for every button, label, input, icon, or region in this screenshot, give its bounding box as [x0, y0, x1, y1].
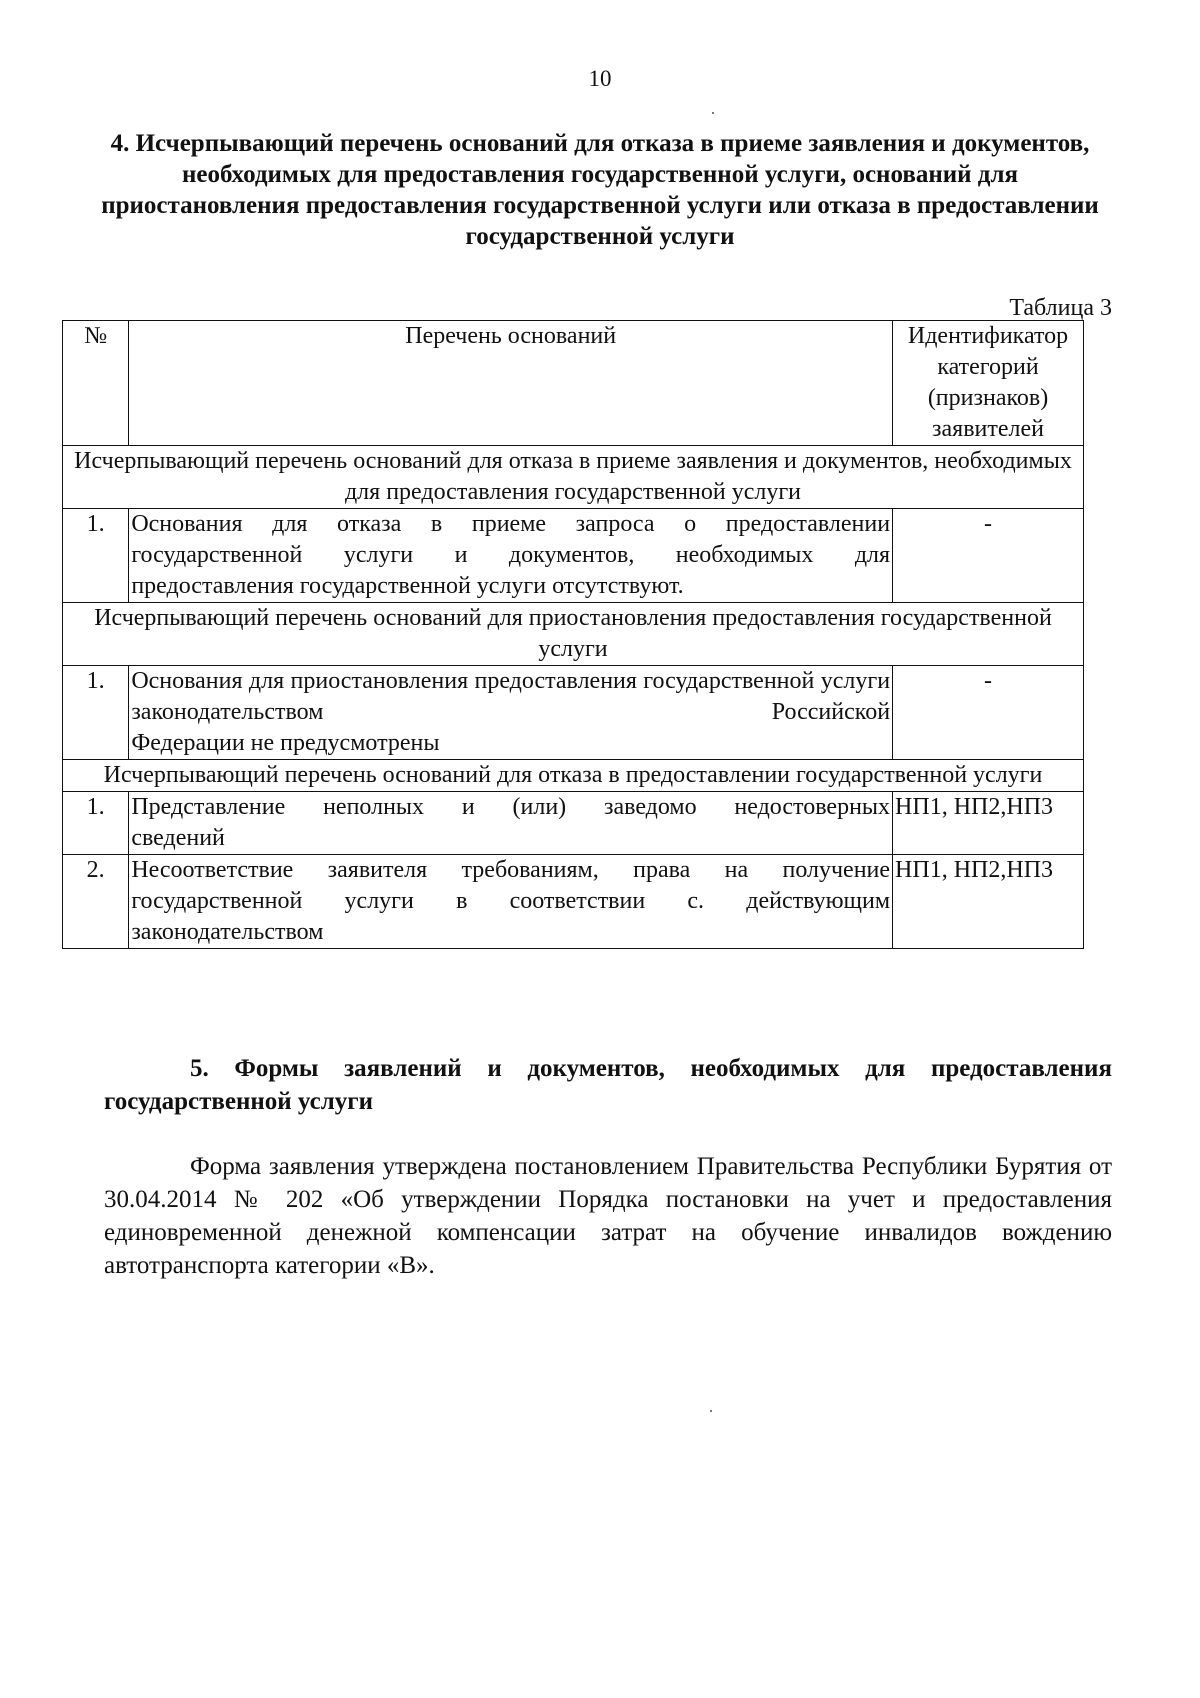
row-identifier: -: [893, 509, 1084, 603]
header-grounds: Перечень оснований: [129, 321, 893, 446]
row-num: 1.: [63, 666, 129, 760]
row-grounds-text: [129, 792, 893, 855]
group-3-header: [63, 760, 1084, 792]
row-text-last: предоставления государственной услуги отсутствуют.: [131, 573, 684, 599]
section-4-title: 4. Исчерпывающий перечень оснований для отказа в приеме заявления и документов, необходимых для предоставления государственной услуги, оснований для приостановления предоставления государственной услуги или отказа в предоставлении государственной услуги: [101, 130, 1099, 250]
row-text-main: Основания для приостановления предоставления государственной услуги законодательством Российской: [131, 668, 891, 725]
table-row: [63, 792, 1084, 855]
row-identifier: -: [893, 666, 1084, 760]
section-5-title: 5. Формы заявлений и документов, необходимых для предоставления государственной услуги: [104, 1055, 1112, 1115]
table-row: [63, 509, 1084, 603]
group-2-title: Исчерпывающий перечень оснований для приостановления предоставления государственной услуги: [63, 603, 1084, 666]
table-row: [63, 666, 1084, 760]
page-number: 10: [588, 66, 612, 91]
row-text-last: законодательством: [131, 919, 324, 945]
table-caption: Таблица 3: [1009, 295, 1112, 321]
scan-speck: [710, 1410, 712, 1412]
scan-speck: [712, 112, 714, 114]
header-identifier: Идентификатор категорий (признаков) заявителей: [893, 321, 1084, 446]
group-2-header: [63, 603, 1084, 666]
row-grounds-text: [129, 509, 893, 603]
group-1-header: [63, 446, 1084, 509]
section-5-paragraph: Форма заявления утверждена постановлением Правительства Республики Бурятия от 30.04.2014 № 202 «Об утверждении Порядка постановки на учет и предоставления единовременной денежной компенсации затрат на обучение инвалидов вождению автотранспорта категории «В».: [104, 1153, 1112, 1279]
row-num: 2.: [63, 855, 129, 949]
group-1-title: Исчерпывающий перечень оснований для отказа в приеме заявления и документов, необходимых для предоставления государственной услуги: [63, 446, 1084, 509]
row-text-main: Несоответствие заявителя требованиям, права на получение государственной услуги в соответствии с. действующим: [131, 857, 891, 914]
row-num: 1.: [63, 509, 129, 603]
table-row: [63, 855, 1084, 949]
grounds-table: [62, 320, 1084, 949]
row-text-last: Федерации не предусмотрены: [131, 730, 440, 756]
row-text-main: Представление неполных и (или) заведомо недостоверных: [131, 794, 891, 820]
table-header-row: [63, 321, 1084, 446]
row-identifier: НП1, НП2,НП3: [893, 792, 1084, 855]
row-text-main: Основания для отказа в приеме запроса о предоставлении государственной услуги и документов, необходимых для: [131, 511, 891, 568]
row-grounds-text: [129, 855, 893, 949]
row-identifier: НП1, НП2,НП3: [893, 855, 1084, 949]
header-num: №: [63, 321, 129, 446]
group-3-title: Исчерпывающий перечень оснований для отказа в предоставлении государственной услуги: [63, 760, 1084, 792]
row-text-last: сведений: [131, 825, 225, 851]
row-num: 1.: [63, 792, 129, 855]
row-grounds-text: [129, 666, 893, 760]
